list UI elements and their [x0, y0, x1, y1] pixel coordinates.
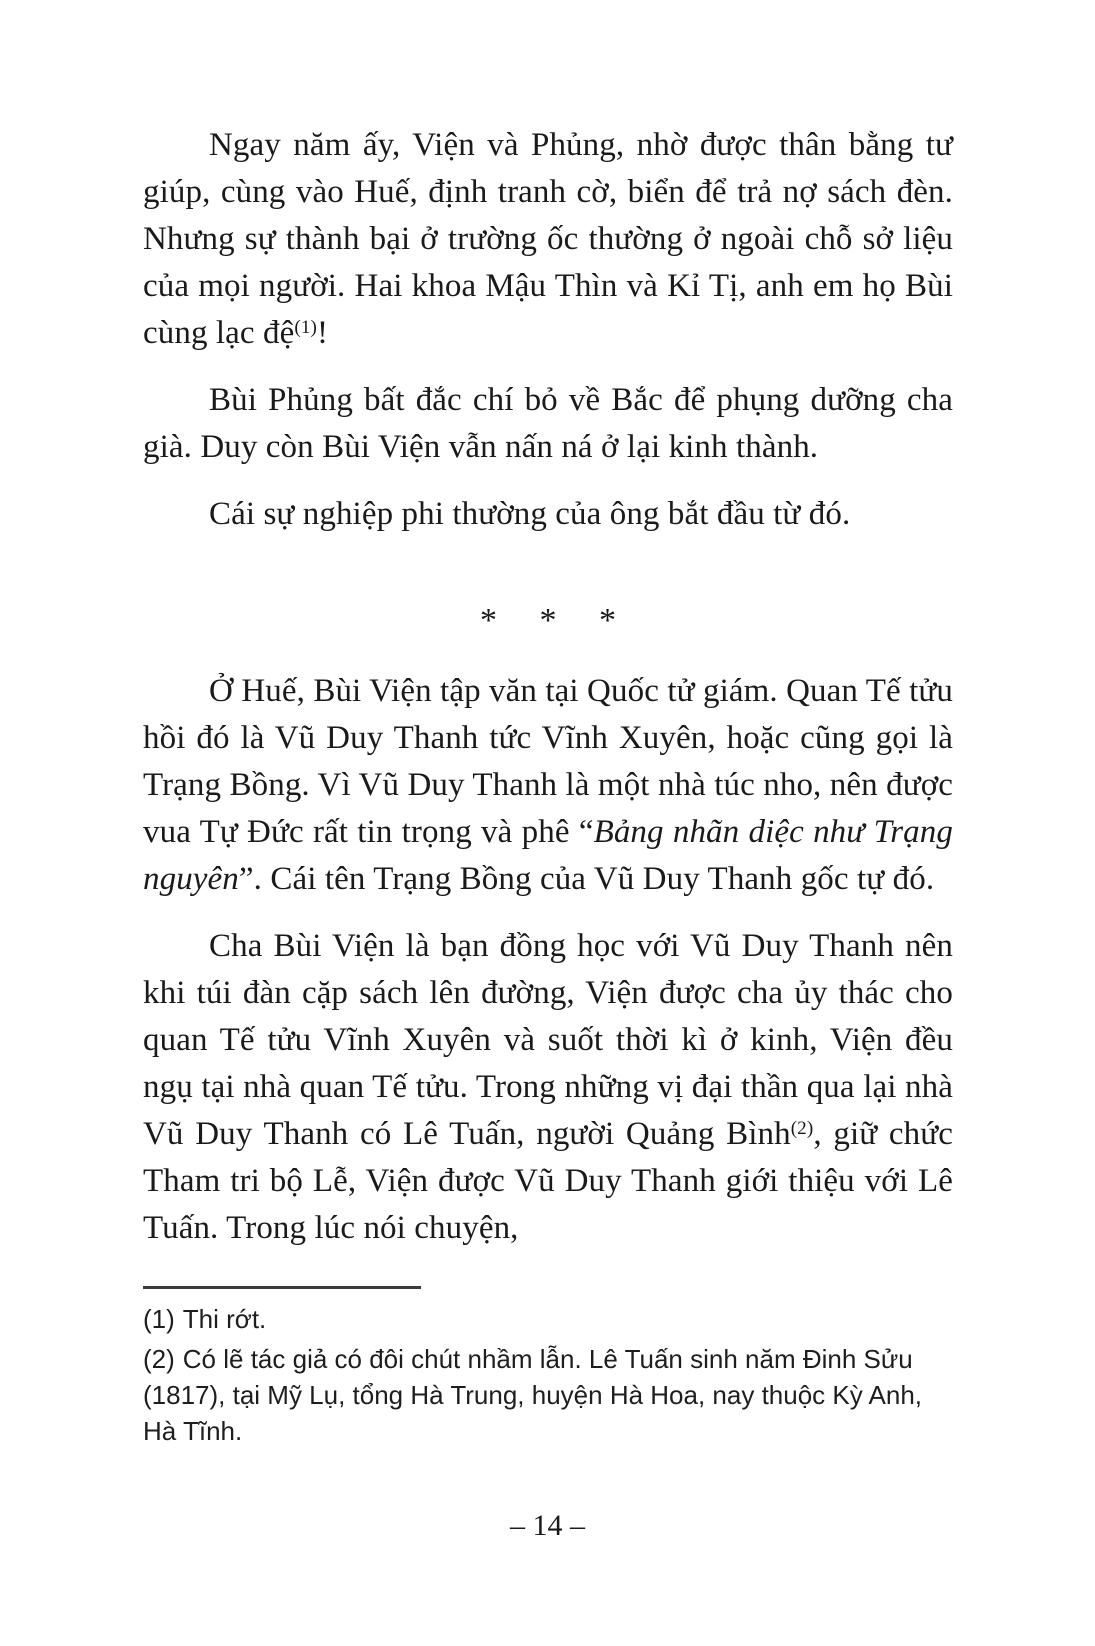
text-run: Cái sự nghiệp phi thường của ông bắt đầu từ đó.	[209, 496, 851, 532]
text-run: ”. Cái tên Trạng Bồng của Vũ Duy Thanh gốc tự đó.	[238, 861, 935, 897]
footnote-1-text: Thi rớt.	[182, 1304, 267, 1334]
text-run: Cha Bùi Viện là bạn đồng học với Vũ Duy Thanh nên khi túi đàn cặp sách lên đường, Viện được cha ủy thác cho quan Tế tửu Vĩnh Xuyên và suốt thời kì ở kinh, Viện đều ngụ tại nhà quan Tế tửu. Trong những vị đại thần qua lại nhà Vũ Duy Thanh có Lê Tuấn, người Quảng Bình	[143, 928, 953, 1152]
footnote-1-marker: (1)	[143, 1304, 175, 1334]
text-run: Bùi Phủng bất đắc chí bỏ về Bắc để phụng dưỡng cha già. Duy còn Bùi Viện vẫn nấn ná ở lại kinh thành.	[143, 382, 953, 465]
text-run: , giữ chức Tham tri bộ Lễ, Viện được Vũ Duy Thanh giới thiệu với Lê Tuấn. Trong lúc nói chuyện,	[143, 1116, 953, 1246]
text-run-italic: Bảng nhãn diệc như Trạng nguyên	[143, 814, 953, 897]
footnotes-section	[143, 1286, 953, 1449]
text-run: Ngay năm ấy, Viện và Phủng, nhờ được thân bằng tư giúp, cùng vào Huế, định tranh cờ, biển để trả nợ sách đèn. Nhưng sự thành bại ở trường ốc thường ở ngoài chỗ sở liệu của mọi người. Hai khoa Mậu Thìn và Kỉ Tị, anh em họ Bùi cùng lạc đệ	[143, 127, 953, 351]
footnote-2	[143, 1341, 953, 1449]
text-run: Ở Huế, Bùi Viện tập văn tại Quốc tử giám. Quan Tế tửu hồi đó là Vũ Duy Thanh tức Vĩnh Xuyên, hoặc cũng gọi là Trạng Bồng. Vì Vũ Duy Thanh là một nhà túc nho, nên được vua Tự Đức rất tin trọng và phê “	[143, 673, 953, 850]
paragraph-4	[143, 668, 953, 903]
footnote-2-marker: (2)	[143, 1344, 175, 1374]
footnote-2-text: Có lẽ tác giả có đôi chút nhầm lẫn. Lê Tuấn sinh năm Đinh Sửu (1817), tại Mỹ Lụ, tổng Hà Trung, huyện Hà Hoa, nay thuộc Kỳ Anh, Hà Tĩnh.	[143, 1344, 923, 1446]
paragraph-1	[143, 122, 953, 357]
footnote-1	[143, 1301, 953, 1337]
paragraph-2	[143, 377, 953, 471]
text-run-superscript: (2)	[790, 1118, 814, 1140]
text-run-superscript: (1)	[294, 317, 317, 339]
section-separator: * * *	[480, 602, 616, 639]
page-body	[143, 122, 953, 1453]
text-run: !	[316, 315, 329, 351]
paragraph-3	[143, 491, 953, 538]
footnote-rule	[143, 1286, 421, 1289]
paragraph-5	[143, 923, 953, 1252]
page-number: – 14 –	[510, 1509, 585, 1542]
